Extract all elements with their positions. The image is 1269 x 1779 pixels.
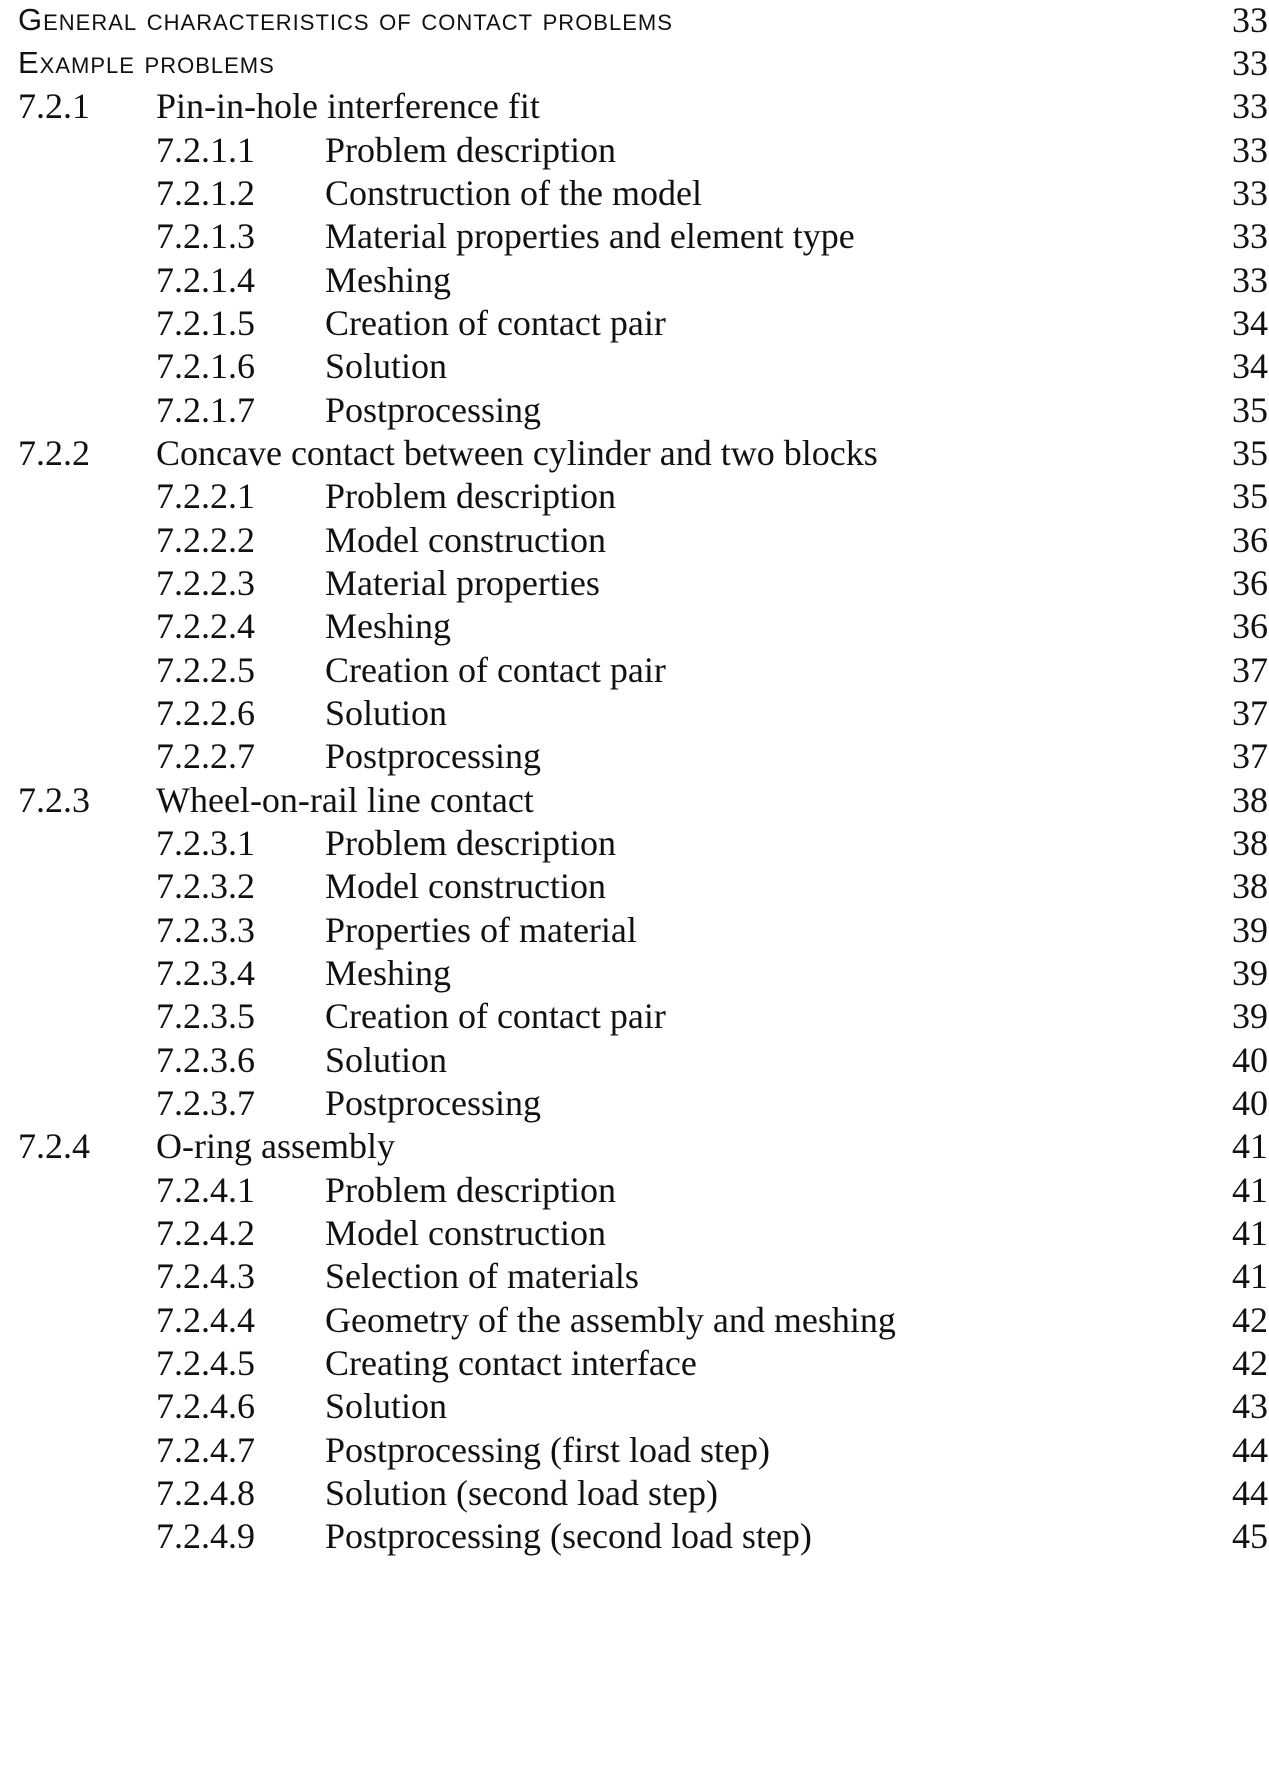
toc-entry-title: Problem description — [325, 1170, 616, 1210]
toc-entry-title: Material properties and element type — [325, 216, 855, 256]
toc-entry-number: 7.2.2.1 — [156, 476, 255, 516]
toc-entry[interactable] — [0, 1079, 1269, 1127]
toc-entry-title: Pin-in-hole interference fit — [156, 86, 540, 126]
toc-page-number: 35 — [1232, 433, 1268, 473]
toc-page-number: 33 — [1232, 86, 1268, 126]
toc-entry-number: 7.2.4.9 — [156, 1516, 255, 1556]
toc-page-number: 37 — [1232, 650, 1268, 690]
toc-entry[interactable] — [0, 516, 1269, 564]
toc-entry-number: 7.2.2.2 — [156, 520, 255, 560]
toc-entry-number: 7.2.4.2 — [156, 1213, 255, 1253]
toc-entry-number: 7.2.3.4 — [156, 953, 255, 993]
toc-entry-title: Solution — [325, 1386, 448, 1426]
toc-entry-number: 7.2.2.6 — [156, 693, 255, 733]
toc-entry-title: Meshing — [325, 260, 451, 300]
toc-entry-title: Solution — [325, 346, 448, 386]
toc-entry[interactable] — [0, 689, 1269, 737]
toc-entry-title: Creation of contact pair — [325, 303, 666, 343]
toc-page-number: 41 — [1232, 1126, 1268, 1166]
toc-entry[interactable] — [0, 602, 1269, 650]
toc-entry-number: 7.2.3.6 — [156, 1040, 255, 1080]
toc-page-number: 43 — [1232, 1386, 1268, 1426]
toc-entry-title: Model construction — [325, 1213, 606, 1253]
toc-page-number: 44 — [1232, 1430, 1268, 1470]
toc-entry-number: 7.2.4.5 — [156, 1343, 255, 1383]
toc-entry-number: 7.2.4.8 — [156, 1473, 255, 1513]
toc-page-number: 33 — [1232, 173, 1268, 213]
toc-entry-number: 7.2.3.2 — [156, 866, 255, 906]
toc-entry-title: Wheel-on-rail line contact — [156, 780, 534, 820]
toc-entry[interactable] — [0, 169, 1269, 217]
toc-entry[interactable] — [0, 212, 1269, 260]
toc-entry[interactable] — [0, 1209, 1269, 1257]
toc-entry-title: Meshing — [325, 606, 451, 646]
toc-entry[interactable] — [0, 126, 1269, 174]
toc-page-number: 44 — [1232, 1473, 1268, 1513]
toc-page-number: 41 — [1232, 1213, 1268, 1253]
toc-entry-number: 7.2.2.3 — [156, 563, 255, 603]
toc-entry-number: 7.2.1.6 — [156, 346, 255, 386]
toc-entry[interactable] — [0, 1382, 1269, 1430]
toc-entry[interactable] — [0, 1469, 1269, 1517]
toc-page-number: 33 — [1232, 43, 1268, 83]
toc-page-number: 34 — [1232, 346, 1268, 386]
toc-entry-title: Postprocessing — [325, 1083, 541, 1123]
toc-entry-title: Postprocessing (second load step) — [325, 1516, 812, 1556]
toc-entry-title: Creation of contact pair — [325, 996, 666, 1036]
toc-entry-title: Problem description — [325, 476, 616, 516]
toc-entry-title: Postprocessing — [325, 736, 541, 776]
toc-page-number: 37 — [1232, 693, 1268, 733]
toc-entry[interactable] — [0, 1512, 1269, 1560]
toc-entry-number: 7.2.4.6 — [156, 1386, 255, 1426]
toc-entry-title: Problem description — [325, 130, 616, 170]
toc-entry-number: 7.2.4.3 — [156, 1256, 255, 1296]
toc-entry-number: 7.2.2.7 — [156, 736, 255, 776]
toc-page-number: 37 — [1232, 736, 1268, 776]
toc-entry-number: 7.2.4.1 — [156, 1170, 255, 1210]
toc-page-number: 38 — [1232, 823, 1268, 863]
toc-entry[interactable] — [0, 559, 1269, 607]
toc-entry[interactable] — [0, 1296, 1269, 1344]
toc-entry-number: 7.2.4.4 — [156, 1300, 255, 1340]
toc-entry-title: Meshing — [325, 953, 451, 993]
toc-page-number: 39 — [1232, 953, 1268, 993]
toc-entry-title: Construction of the model — [325, 173, 702, 213]
toc-entry-title: Solution (second load step) — [325, 1473, 718, 1513]
toc-entry[interactable] — [0, 256, 1269, 304]
toc-page-number: 39 — [1232, 910, 1268, 950]
toc-entry-number: 7.2.3.3 — [156, 910, 255, 950]
toc-entry[interactable] — [0, 862, 1269, 910]
toc-page-number: 36 — [1232, 520, 1268, 560]
toc-page-number: 33 — [1232, 216, 1268, 256]
toc-entry[interactable] — [0, 1036, 1269, 1084]
toc-entry-title: Concave contact between cylinder and two blocks — [156, 433, 878, 473]
toc-entry-number: 7.2.1 — [18, 86, 90, 126]
toc-entry-number: 7.2.2.4 — [156, 606, 255, 646]
toc-entry-title: Properties of material — [325, 910, 637, 950]
toc-entry-number: 7.2.4 — [18, 1126, 90, 1166]
toc-entry[interactable] — [0, 992, 1269, 1040]
toc-page-number: 36 — [1232, 563, 1268, 603]
toc-page-number: 42 — [1232, 1300, 1268, 1340]
toc-page-number: 40 — [1232, 1040, 1268, 1080]
toc-entry-title: Solution — [325, 693, 448, 733]
toc-entry-number: 7.2.3.5 — [156, 996, 255, 1036]
toc-page-number: 41 — [1232, 1256, 1268, 1296]
toc-entry[interactable] — [0, 429, 1269, 477]
toc-entry[interactable] — [0, 386, 1269, 434]
toc-entry-title: O-ring assembly — [156, 1126, 395, 1166]
toc-page-number: 33 — [1232, 130, 1268, 170]
toc-entry-number: 7.2.3.7 — [156, 1083, 255, 1123]
toc-page-number: 35 — [1232, 476, 1268, 516]
toc-page-number: 34 — [1232, 303, 1268, 343]
toc-entry[interactable] — [0, 82, 1269, 130]
toc-entry[interactable] — [0, 906, 1269, 954]
toc-entry-number: 7.2.1.5 — [156, 303, 255, 343]
toc-page-number: 39 — [1232, 996, 1268, 1036]
toc-entry-number: 7.2.2.5 — [156, 650, 255, 690]
toc-entry[interactable] — [0, 1122, 1269, 1170]
toc-entry[interactable] — [0, 776, 1269, 824]
toc-entry-number: 7.2.1.4 — [156, 260, 255, 300]
toc-entry-number: 7.2.2 — [18, 433, 90, 473]
toc-entry[interactable] — [0, 1426, 1269, 1474]
toc-entry[interactable] — [0, 39, 1269, 87]
toc-entry-title: Model construction — [325, 866, 606, 906]
toc-entry-title: Model construction — [325, 520, 606, 560]
toc-entry[interactable] — [0, 342, 1269, 390]
toc-entry[interactable] — [0, 1339, 1269, 1387]
toc-entry-number: 7.2.1.7 — [156, 390, 255, 430]
toc-page-number: 36 — [1232, 606, 1268, 646]
toc-entry[interactable] — [0, 732, 1269, 780]
toc-entry[interactable] — [0, 819, 1269, 867]
toc-entry-title: Problem description — [325, 823, 616, 863]
toc-entry[interactable] — [0, 1166, 1269, 1214]
toc-entry-number: 7.2.3.1 — [156, 823, 255, 863]
toc-entry-title: Creating contact interface — [325, 1343, 697, 1383]
toc-entry-title: Selection of materials — [325, 1256, 639, 1296]
toc-entry-number: 7.2.1.2 — [156, 173, 255, 213]
toc-page-number: 33 — [1232, 260, 1268, 300]
toc-page-number: 35 — [1232, 390, 1268, 430]
toc-page-number: 38 — [1232, 780, 1268, 820]
toc-entry-number: 7.2.1.3 — [156, 216, 255, 256]
toc-entry-number: 7.2.4.7 — [156, 1430, 255, 1470]
toc-entry-title: Example problems — [18, 45, 275, 80]
toc-entry[interactable] — [0, 472, 1269, 520]
toc-entry-title: Postprocessing — [325, 390, 541, 430]
toc-entry-title: Creation of contact pair — [325, 650, 666, 690]
toc-page-number: 41 — [1232, 1170, 1268, 1210]
toc-entry[interactable] — [0, 1252, 1269, 1300]
toc-page-number: 40 — [1232, 1083, 1268, 1123]
toc-page-number: 42 — [1232, 1343, 1268, 1383]
toc-page-number: 38 — [1232, 866, 1268, 906]
toc-entry[interactable] — [0, 0, 1269, 44]
toc-entry-number: 7.2.3 — [18, 780, 90, 820]
toc-page-number: 33 — [1232, 0, 1268, 40]
toc-entry-title: Solution — [325, 1040, 448, 1080]
toc-entry[interactable] — [0, 299, 1269, 347]
toc-entry[interactable] — [0, 646, 1269, 694]
toc-page-number: 45 — [1232, 1516, 1268, 1556]
toc-entry[interactable] — [0, 949, 1269, 997]
toc-entry-title: Geometry of the assembly and meshing — [325, 1300, 896, 1340]
toc-entry-title: Material properties — [325, 563, 600, 603]
toc-entry-number: 7.2.1.1 — [156, 130, 255, 170]
toc-entry-title: General characteristics of contact problems — [18, 2, 673, 37]
toc-entry-title: Postprocessing (first load step) — [325, 1430, 770, 1470]
